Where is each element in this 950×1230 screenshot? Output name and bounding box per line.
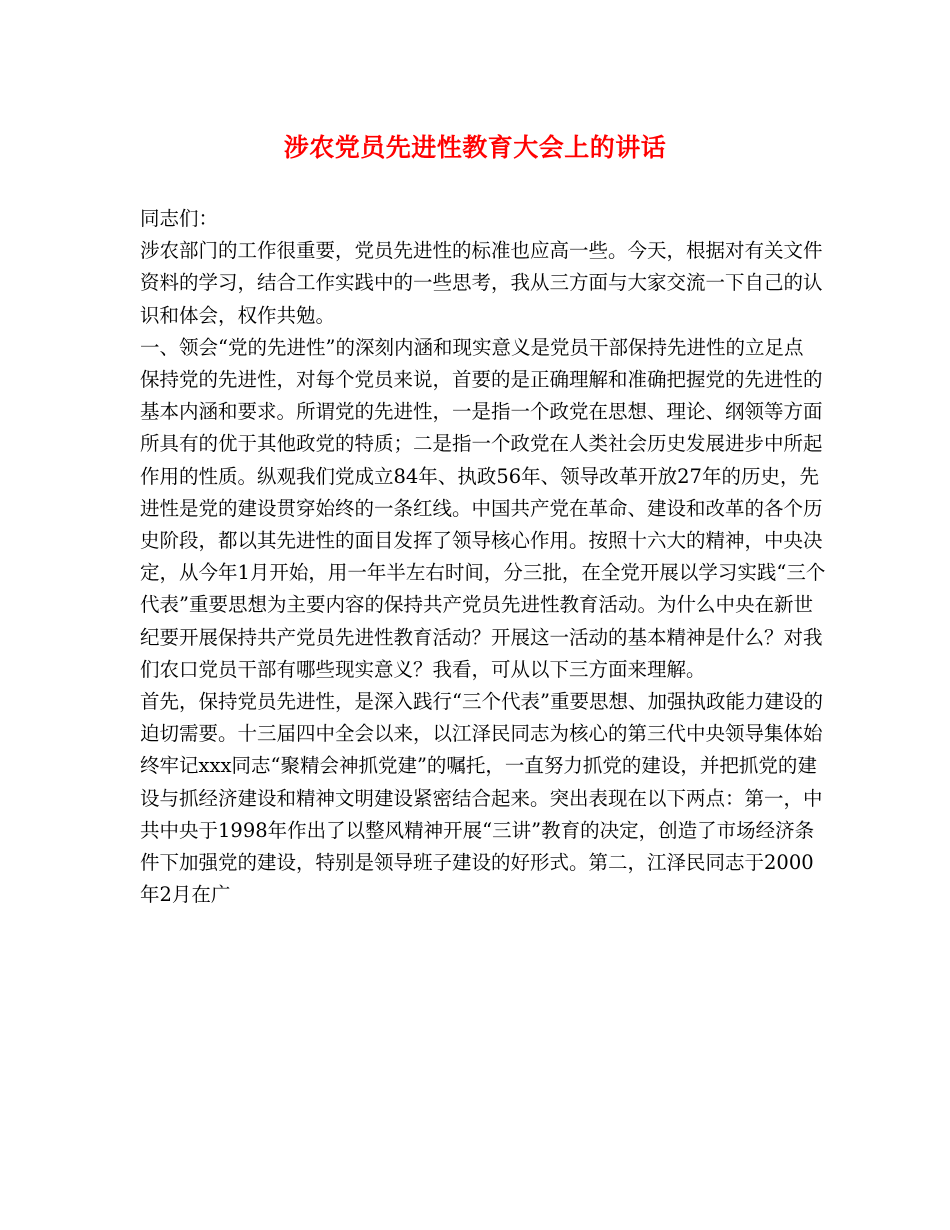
document-body xyxy=(140,203,830,911)
document-title: 涉农党员先进性教育大会上的讲话 xyxy=(283,133,667,162)
body-paragraph: 保持党的先进性，对每个党员来说，首要的是正确理解和准确把握党的先进性的基本内涵和要求。所谓党的先进性，一是指一个政党在思想、理论、纲领等方面所具有的优于其他政党的特质；二是指一个政党在人类社会历史发展进步中所起作用的性质。纵观我们党成立84年、执政56年、领导改革开放27年的历史，先进性是党的建设贯穿始终的一条红线。中国共产党在革命、建设和改革的各个历史阶段，都以其先进性的面目发挥了领导核心作用。按照十六大的精神，中央决定，从今年1月开始，用一年半左右时间，分三批，在全党开展以学习实践“三个代表”重要思想为主要内容的保持共产党员先进性教育活动。为什么中央在新世纪要开展保持共产党员先进性教育活动？开展这一活动的基本精神是什么？对我们农口党员干部有哪些现实意义？我看，可从以下三方面来理解。 xyxy=(140,368,826,681)
section-heading-1: 一、领会“党的先进性”的深刻内涵和现实意义是党员干部保持先进性的立足点 xyxy=(140,335,804,359)
salutation-paragraph: 同志们： xyxy=(140,207,219,230)
body-paragraph: 首先，保持党员先进性，是深入践行“三个代表”重要思想、加强执政能力建设的迫切需要。十三届四中全会以来，以江泽民同志为核心的第三代中央领导集体始终牢记xxx同志“聚精会神抓党建”的嘱托，一直努力抓党的建设，并把抓党的建设与抓经济建设和精神文明建设紧密结合起来。突出表现在以下两点：第一，中共中央于1998年作出了以整风精神开展“三讲”教育的决定，创造了市场经济条件下加强党的建设，特别是领导班子建设的好形式。第二，江泽民同志于2000年2月在广 xyxy=(140,690,823,907)
intro-paragraph: 涉农部门的工作很重要，党员先进性的标准也应高一些。今天，根据对有关文件资料的学习，结合工作实践中的一些思考，我从三方面与大家交流一下自己的认识和体会，权作共勉。 xyxy=(140,239,823,327)
